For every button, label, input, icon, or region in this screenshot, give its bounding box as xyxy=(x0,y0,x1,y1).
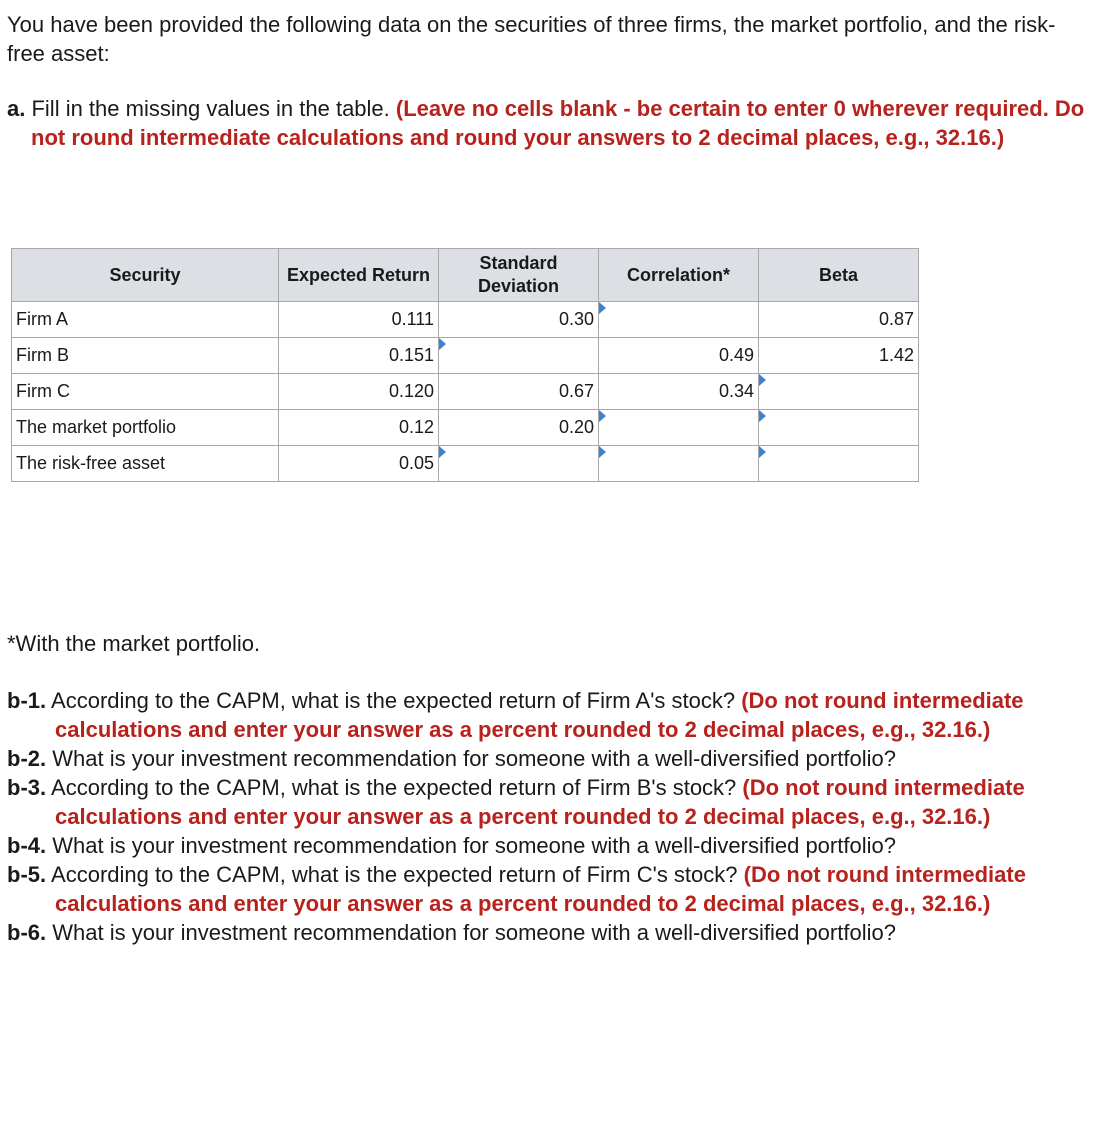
question-text: What is your investment recommendation for someone with a well-diversified portfolio? xyxy=(52,920,896,945)
input-marker-icon xyxy=(599,302,606,314)
correlation-input-firm-a[interactable] xyxy=(599,302,759,338)
std-dev-input-risk-free[interactable] xyxy=(439,446,599,482)
table-header-row xyxy=(12,249,919,302)
question-instruction: (Do not round intermediate calculations and enter your answer as a percent rounded to 2 decimal places, e.g., 32.16.) xyxy=(55,688,1024,742)
question-b2 xyxy=(7,744,1107,773)
part-a-question xyxy=(7,94,1097,152)
part-a-instruction: (Leave no cells blank - be certain to enter 0 wherever required. Do not round intermediate calculations and round your answers to 2 decimal places, e.g., 32.16.) xyxy=(31,96,1085,150)
expected-return-value: 0.12 xyxy=(279,410,439,446)
header-security: Security xyxy=(12,249,279,302)
correlation-value: 0.49 xyxy=(599,338,759,374)
question-label: b-5. xyxy=(7,862,47,887)
question-label: b-1. xyxy=(7,688,47,713)
security-name: The risk-free asset xyxy=(12,446,279,482)
table-row xyxy=(12,338,919,374)
beta-input-firm-c[interactable] xyxy=(759,374,919,410)
input-marker-icon xyxy=(759,374,766,386)
question-b1 xyxy=(7,686,1107,744)
securities-table xyxy=(11,248,919,482)
question-b3 xyxy=(7,773,1107,831)
question-instruction: (Do not round intermediate calculations and enter your answer as a percent rounded to 2 decimal places, e.g., 32.16.) xyxy=(55,862,1026,916)
beta-input-risk-free[interactable] xyxy=(759,446,919,482)
expected-return-value: 0.120 xyxy=(279,374,439,410)
input-marker-icon xyxy=(599,446,606,458)
correlation-input-market[interactable] xyxy=(599,410,759,446)
correlation-value: 0.34 xyxy=(599,374,759,410)
security-name: The market portfolio xyxy=(12,410,279,446)
beta-value: 1.42 xyxy=(759,338,919,374)
table-row xyxy=(12,446,919,482)
question-instruction: (Do not round intermediate calculations and enter your answer as a percent rounded to 2 decimal places, e.g., 32.16.) xyxy=(55,775,1025,829)
expected-return-value: 0.05 xyxy=(279,446,439,482)
beta-input-market[interactable] xyxy=(759,410,919,446)
std-dev-input-firm-b[interactable] xyxy=(439,338,599,374)
security-name: Firm C xyxy=(12,374,279,410)
question-text: What is your investment recommendation for someone with a well-diversified portfolio? xyxy=(52,833,896,858)
std-dev-value: 0.20 xyxy=(439,410,599,446)
question-b4 xyxy=(7,831,1107,860)
part-a-label: a. xyxy=(7,96,26,121)
header-beta: Beta xyxy=(759,249,919,302)
input-marker-icon xyxy=(599,410,606,422)
beta-value: 0.87 xyxy=(759,302,919,338)
question-label: b-3. xyxy=(7,775,47,800)
input-marker-icon xyxy=(439,446,446,458)
question-text: According to the CAPM, what is the expected return of Firm A's stock? xyxy=(51,688,736,713)
header-correlation: Correlation* xyxy=(599,249,759,302)
table-row xyxy=(12,302,919,338)
header-expected-return: Expected Return xyxy=(279,249,439,302)
question-text: According to the CAPM, what is the expected return of Firm B's stock? xyxy=(51,775,737,800)
question-label: b-2. xyxy=(7,746,47,771)
part-a-text: Fill in the missing values in the table. xyxy=(31,96,390,121)
intro-text: You have been provided the following data on the securities of three firms, the market portfolio, and the risk-free asset: xyxy=(7,12,1056,66)
question-b5 xyxy=(7,860,1107,918)
security-name: Firm A xyxy=(12,302,279,338)
question-b6 xyxy=(7,918,1107,947)
std-dev-value: 0.67 xyxy=(439,374,599,410)
expected-return-value: 0.111 xyxy=(279,302,439,338)
question-text: According to the CAPM, what is the expected return of Firm C's stock? xyxy=(51,862,738,887)
std-dev-value: 0.30 xyxy=(439,302,599,338)
input-marker-icon xyxy=(759,446,766,458)
correlation-input-risk-free[interactable] xyxy=(599,446,759,482)
input-marker-icon xyxy=(439,338,446,350)
expected-return-value: 0.151 xyxy=(279,338,439,374)
table-row xyxy=(12,374,919,410)
security-name: Firm B xyxy=(12,338,279,374)
question-text: What is your investment recommendation for someone with a well-diversified portfolio? xyxy=(52,746,896,771)
question-label: b-6. xyxy=(7,920,47,945)
part-b-questions xyxy=(7,686,1107,947)
footnote: *With the market portfolio. xyxy=(7,631,261,656)
header-standard-deviation: Standard Deviation xyxy=(439,249,599,302)
question-label: b-4. xyxy=(7,833,47,858)
table-row xyxy=(12,410,919,446)
input-marker-icon xyxy=(759,410,766,422)
